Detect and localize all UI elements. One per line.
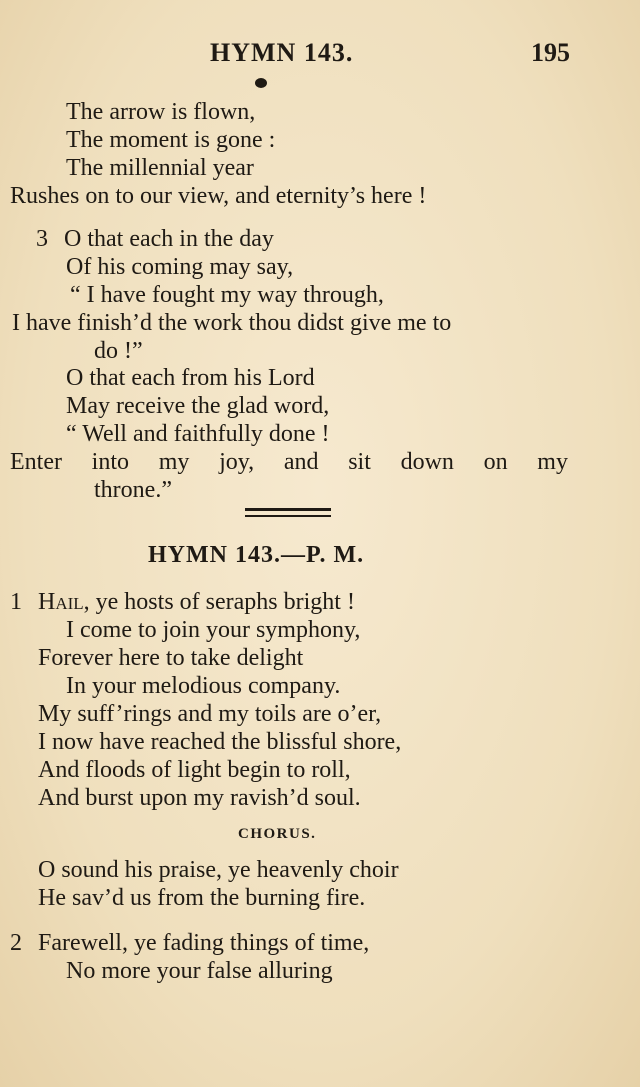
verse-line: And floods of light begin to roll,: [38, 757, 351, 783]
verse-line: Rushes on to our view, and eternity’s here !: [10, 183, 427, 209]
stanza-number: 1: [10, 589, 22, 615]
stanza-number: 3: [36, 226, 48, 252]
stanza-number: 2: [10, 930, 22, 956]
verse-line: O that each from his Lord: [66, 365, 315, 391]
word: sit: [348, 449, 371, 475]
verse-text: , ye hosts of seraphs bright !: [83, 589, 355, 615]
word: Enter: [10, 449, 62, 475]
divider-rule-top: [245, 508, 331, 511]
verse-text: O that each in the day: [64, 226, 274, 252]
verse-line: “ Well and faithfully done !: [66, 421, 330, 447]
chorus-label: CHORUS.: [238, 826, 317, 842]
stanza-2-first-line: [10, 929, 369, 957]
word: and: [283, 449, 319, 475]
word: on: [483, 449, 508, 475]
verse-line: I now have reached the blissful shore,: [38, 729, 402, 755]
word: into: [91, 449, 130, 475]
word: joy,: [219, 449, 255, 475]
verse-line: The moment is gone :: [66, 127, 276, 153]
hymn-heading: HYMN 143.—P. M.: [148, 542, 365, 568]
verse-line: do !”: [94, 338, 143, 364]
stanza-3-first-line: [36, 225, 274, 253]
verse-line: And burst upon my ravish’d soul.: [38, 785, 361, 811]
chorus-line: O sound his praise, ye heavenly choir: [38, 857, 399, 883]
ornament-dot: [255, 78, 267, 88]
verse-line: No more your false alluring: [66, 958, 333, 984]
initial-word: Hail: [38, 589, 84, 615]
verse-line-justified: [10, 448, 568, 476]
verse-line: My suff’rings and my toils are o’er,: [38, 701, 382, 727]
verse-line: Of his coming may say,: [66, 254, 294, 280]
verse-line: Forever here to take delight: [38, 645, 304, 671]
verse-line: throne.”: [94, 477, 172, 503]
verse-text: Farewell, ye fading things of time,: [38, 930, 370, 956]
divider-rule-bottom: [245, 515, 331, 517]
verse-line: “ I have fought my way through,: [70, 282, 384, 308]
running-header: [0, 38, 640, 72]
word: down: [400, 449, 454, 475]
verse-line: I have finish’d the work thou didst give me to: [12, 310, 452, 336]
running-title: HYMN 143.: [210, 38, 354, 67]
stanza-1-first-line: [10, 588, 355, 616]
verse-line: I come to join your symphony,: [66, 617, 361, 643]
word: my: [158, 449, 190, 475]
verse-line: In your melodious company.: [66, 673, 341, 699]
chorus-line: He sav’d us from the burning fire.: [38, 885, 366, 911]
verse-line: May receive the glad word,: [66, 393, 330, 419]
page-number: 195: [531, 38, 570, 67]
verse-line: The millennial year: [66, 155, 254, 181]
word: my: [537, 449, 568, 475]
verse-line: The arrow is flown,: [66, 99, 256, 125]
